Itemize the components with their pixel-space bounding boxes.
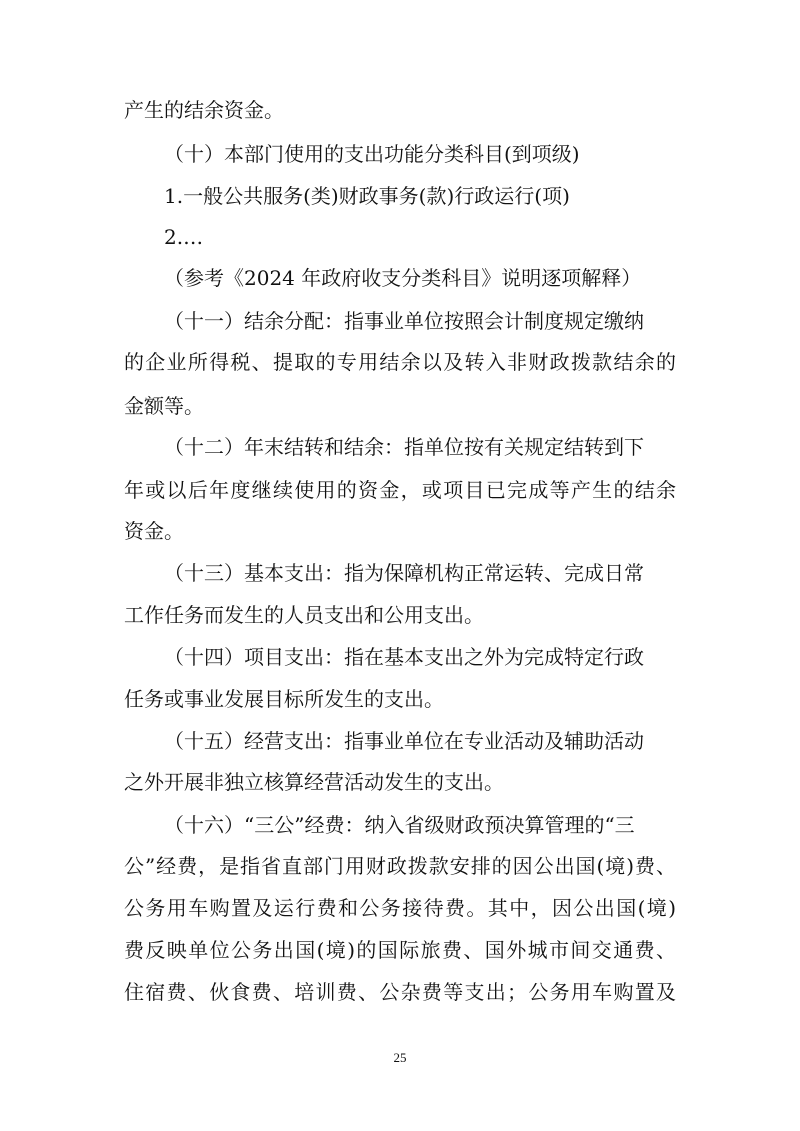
text-line-4: 2.… xyxy=(164,225,204,249)
text-line-9: （十二）年末结转和结余：指单位按有关规定结转到下 xyxy=(164,435,644,459)
text-line-10: 年或以后年度继续使用的资金，或项目已完成等产生的结余 xyxy=(124,478,676,502)
text-line-17: 之外开展非独立核算经营活动发生的支出。 xyxy=(124,770,504,794)
text-line-15: 任务或事业发展目标所发生的支出。 xyxy=(124,687,444,711)
text-line-16: （十五）经营支出：指事业单位在专业活动及辅助活动 xyxy=(164,729,644,753)
text-line-11: 资金。 xyxy=(124,519,184,543)
text-line-13: 工作任务而发生的人员支出和公用支出。 xyxy=(124,603,484,627)
text-line-6: （十一）结余分配：指事业单位按照会计制度规定缴纳 xyxy=(164,309,644,333)
text-line-21: 费反映单位公务出国(境)的国际旅费、国外城市间交通费、 xyxy=(124,938,676,962)
text-line-8: 金额等。 xyxy=(124,394,204,418)
text-line-14: （十四）项目支出：指在基本支出之外为完成特定行政 xyxy=(164,645,644,669)
text-line-22: 住宿费、伙食费、培训费、公杂费等支出；公务用车购置及 xyxy=(124,980,676,1004)
text-line-3: 1.一般公共服务(类)财政事务(款)行政运行(项) xyxy=(164,184,570,208)
text-line-5: （参考《2024 年政府收支分类科目》说明逐项解释） xyxy=(164,266,642,290)
text-line-7: 的企业所得税、提取的专用结余以及转入非财政拨款结余的 xyxy=(124,350,676,374)
page-number: 25 xyxy=(393,1050,407,1065)
text-line-20: 公务用车购置及运行费和公务接待费。其中，因公出国(境) xyxy=(124,896,676,920)
text-line-1: 产生的结余资金。 xyxy=(124,98,284,122)
text-line-18: （十六）“三公”经费：纳入省级财政预决算管理的“三 xyxy=(164,813,635,837)
text-line-2: （十）本部门使用的支出功能分类科目(到项级) xyxy=(164,142,580,166)
text-line-19: 公”经费，是指省直部门用财政拨款安排的因公出国(境)费、 xyxy=(124,854,676,878)
text-line-12: （十三）基本支出：指为保障机构正常运转、完成日常 xyxy=(164,561,644,585)
